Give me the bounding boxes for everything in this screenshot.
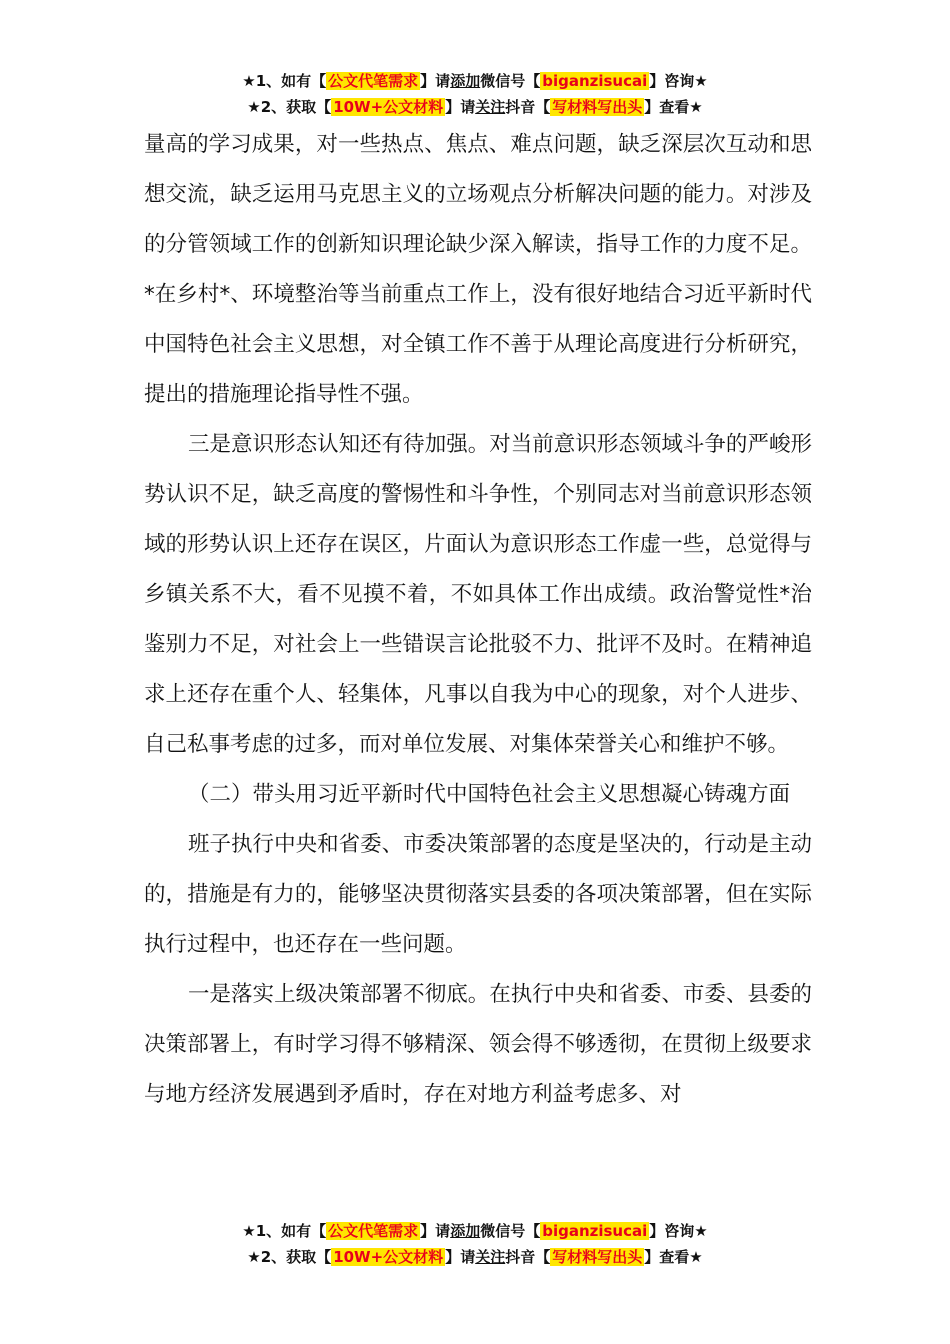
paragraph: 三是意识形态认知还有待加强。对当前意识形态领域斗争的严峻形势认识不足，缺乏高度的警惕性和斗争性，个别同志对当前意识形态领域的形势认识上还存在误区，片面认为意识形态工作虚一些，总觉得与乡镇关系不大，看不见摸不着，不如具体工作出成绩。政治警觉性*治鉴别力不足，对社会上一些错误言论批驳不力、批评不及时。在精神追求上还存在重个人、轻集体，凡事以自我为中心的现象，对个人进步、自己私事考虑的过多，而对单位发展、对集体荣誉关心和维护不够。 (144, 432, 812, 757)
banner-text: 】查看★ (644, 98, 703, 116)
banner-text: 微信号【 (480, 1222, 541, 1240)
paragraph: 一是落实上级决策部署不彻底。在执行中央和省委、市委、县委的决策部署上，有时学习得不够精深、领会得不够透彻，在贯彻上级要求与地方经济发展遇到矛盾时，存在对地方利益考虑多、对 (144, 982, 812, 1107)
banner-line-2 (0, 1244, 950, 1270)
banner-highlight: 公文代笔需求 (328, 72, 419, 90)
banner-highlight: 10W+公文材料 (333, 98, 444, 116)
banner-emphasis: 关注 (475, 1248, 506, 1266)
bottom-banner (0, 1218, 950, 1270)
banner-text: 】咨询★ (649, 1222, 708, 1240)
banner-text: 抖音【 (505, 1248, 551, 1266)
banner-line-1 (0, 68, 950, 94)
banner-line-1 (0, 1218, 950, 1244)
top-banner (0, 68, 950, 120)
banner-highlight: biganzisucai (542, 72, 648, 90)
banner-text: ★2、获取【 (247, 98, 332, 116)
banner-highlight: 公文代笔需求 (328, 1222, 419, 1240)
banner-text: ★1、如有【 (242, 72, 327, 90)
banner-text: 】咨询★ (649, 72, 708, 90)
banner-emphasis: 添加 (450, 1222, 481, 1240)
banner-text: 】请 (420, 1222, 451, 1240)
banner-line-2 (0, 94, 950, 120)
paragraph: 量高的学习成果，对一些热点、焦点、难点问题，缺乏深层次互动和思想交流，缺乏运用马克思主义的立场观点分析解决问题的能力。对涉及的分管领域工作的创新知识理论缺少深入解读，指导工作的力度不足。*在乡村*、环境整治等当前重点工作上，没有很好地结合习近平新时代中国特色社会主义思想，对全镇工作不善于从理论高度进行分析研究，提出的措施理论指导性不强。 (144, 132, 812, 407)
document-body (144, 120, 812, 1120)
banner-text: 】请 (420, 72, 451, 90)
banner-text: ★2、获取【 (247, 1248, 332, 1266)
banner-highlight: 写材料写出头 (552, 1248, 643, 1266)
banner-text: 】请 (445, 98, 476, 116)
banner-emphasis: 关注 (475, 98, 506, 116)
banner-text: 微信号【 (480, 72, 541, 90)
banner-text: 】查看★ (644, 1248, 703, 1266)
banner-emphasis: 添加 (450, 72, 481, 90)
banner-highlight: 10W+公文材料 (333, 1248, 444, 1266)
banner-text: 抖音【 (505, 98, 551, 116)
banner-text: ★1、如有【 (242, 1222, 327, 1240)
banner-text: 】请 (445, 1248, 476, 1266)
paragraph: 班子执行中央和省委、市委决策部署的态度是坚决的，行动是主动的，措施是有力的，能够坚决贯彻落实县委的各项决策部署，但在实际执行过程中，也还存在一些问题。 (144, 832, 812, 957)
banner-highlight: biganzisucai (542, 1222, 648, 1240)
banner-highlight: 写材料写出头 (552, 98, 643, 116)
section-heading: （二）带头用习近平新时代中国特色社会主义思想凝心铸魂方面 (188, 782, 791, 807)
